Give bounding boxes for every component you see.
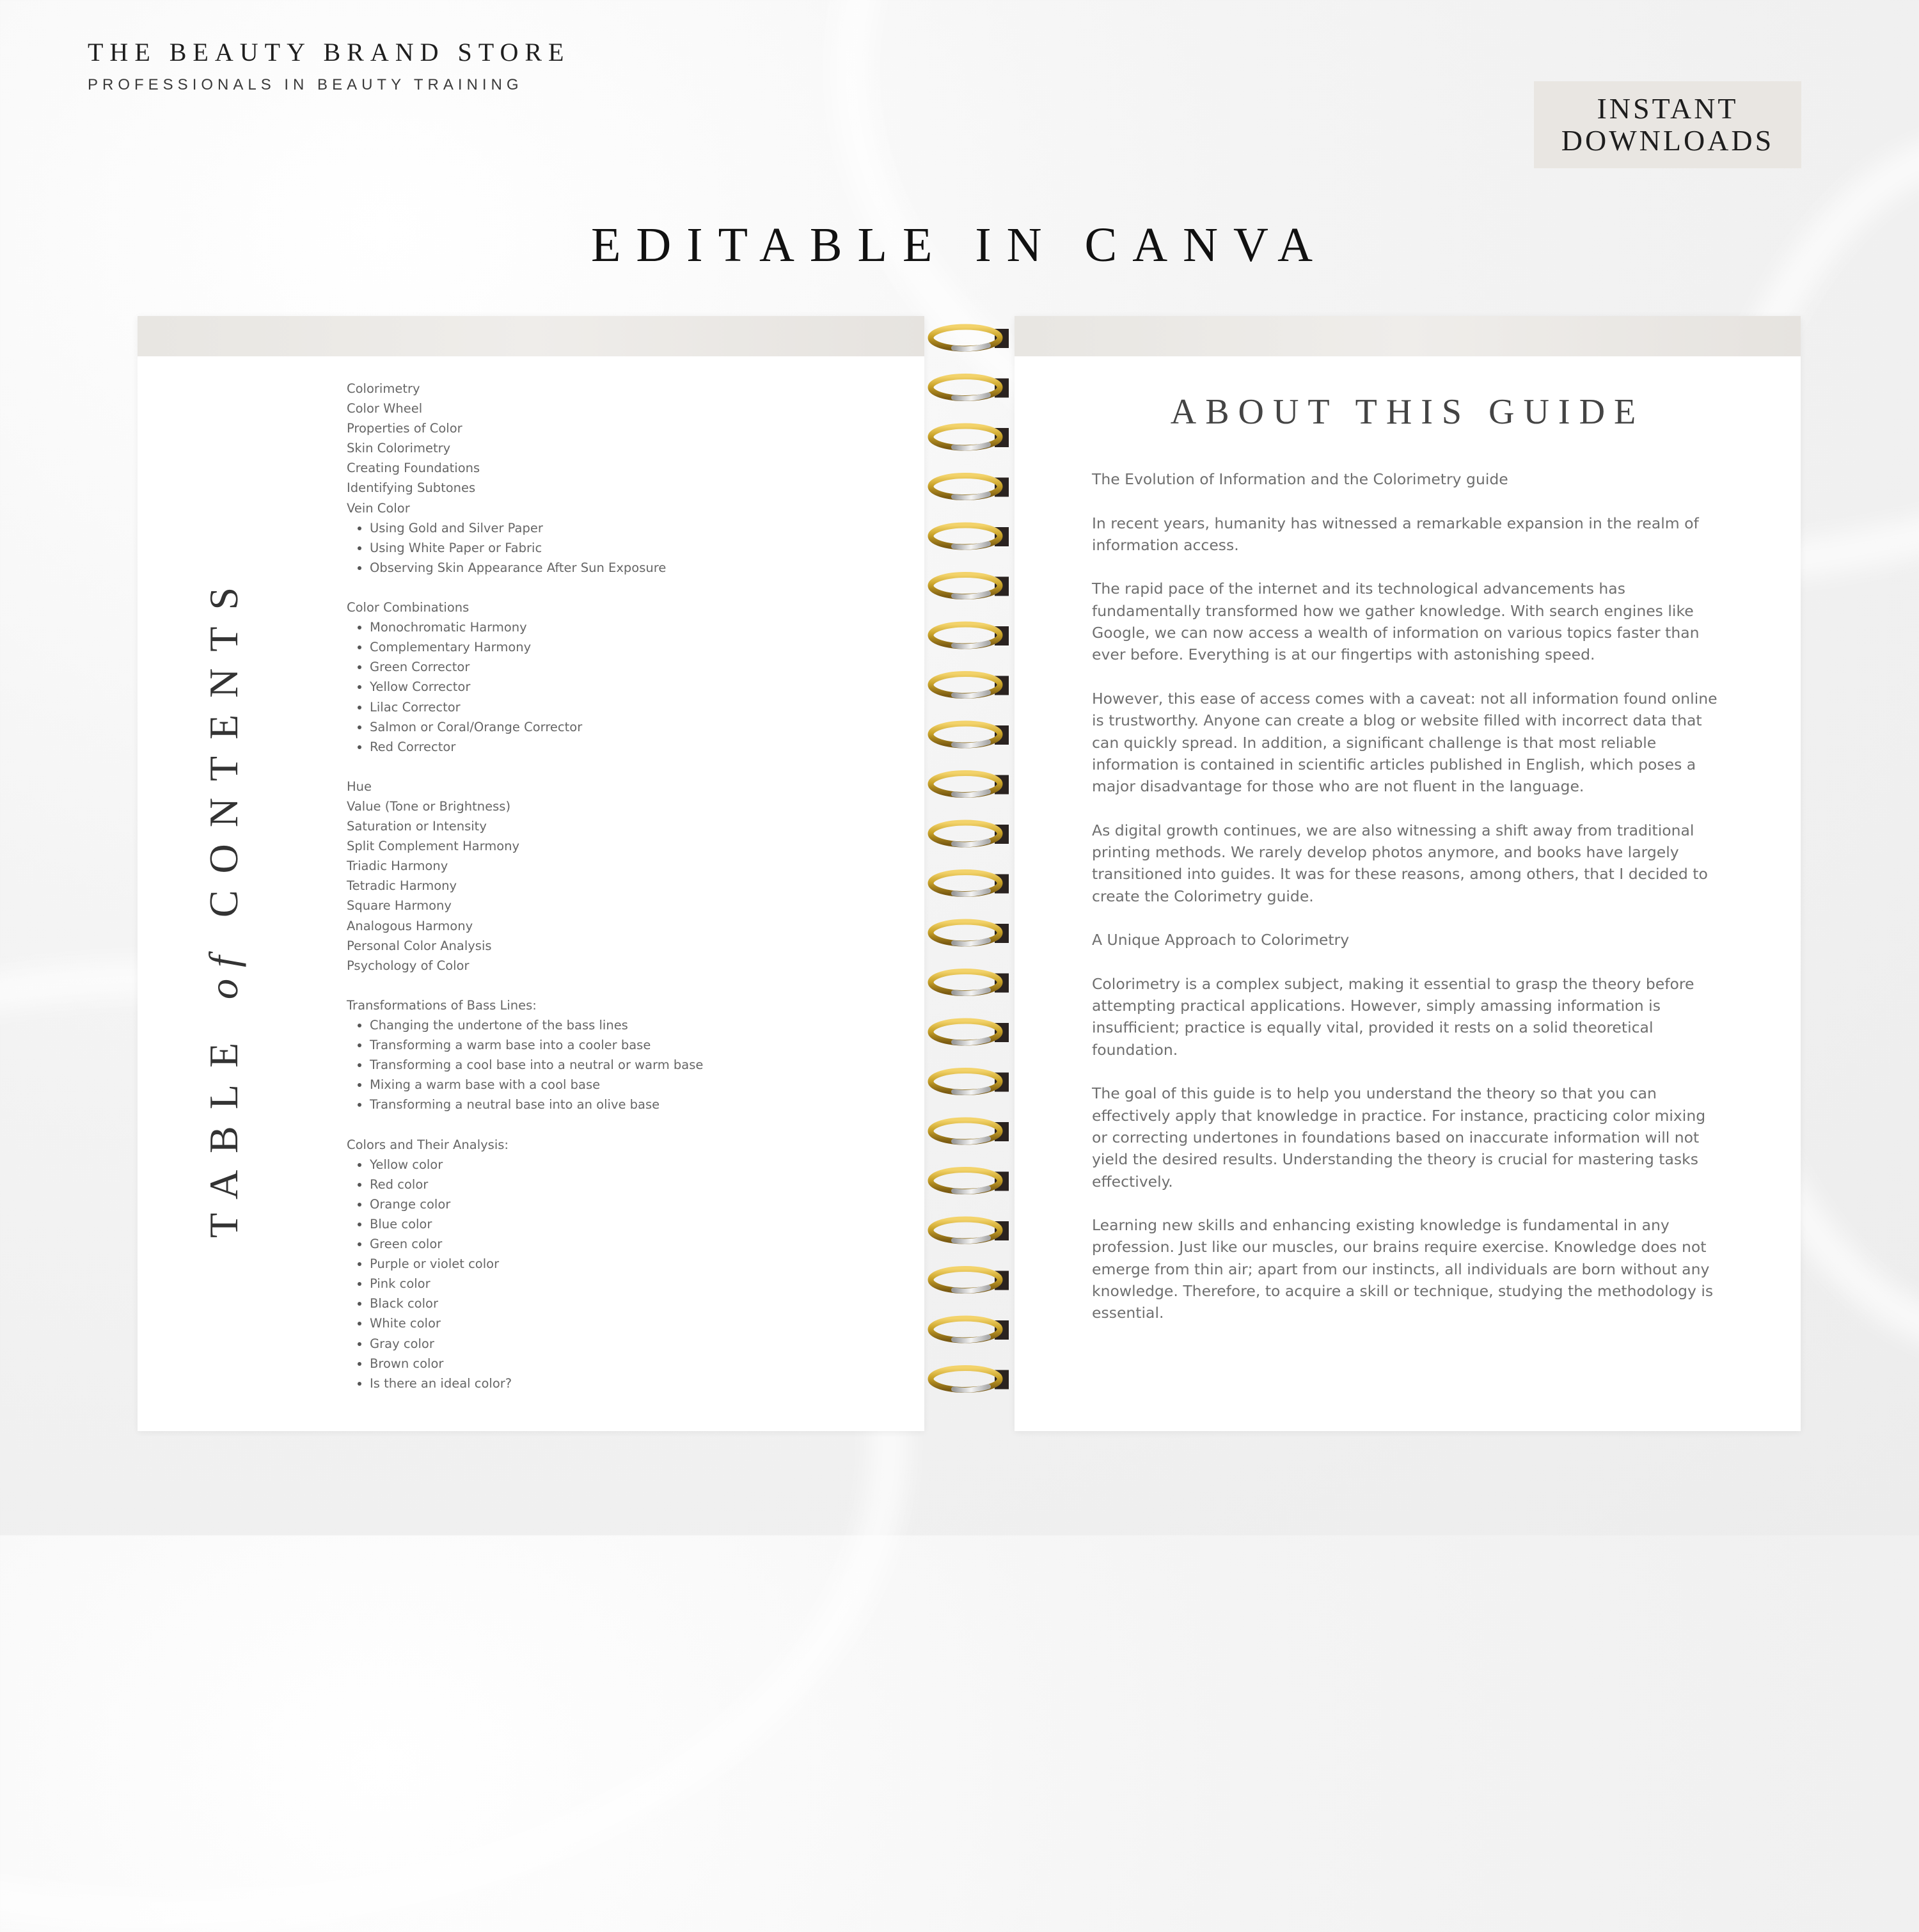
toc-title-italic: of: [201, 944, 246, 999]
spiral-ring: [931, 1170, 1009, 1192]
toc-spacer: [347, 578, 897, 598]
toc-item: Creating Foundations: [347, 461, 480, 476]
toc-subitem: Blue color: [347, 1214, 897, 1234]
about-paragraph: A Unique Approach to Colorimetry: [1092, 931, 1350, 949]
toc-subitem: Yellow Corrector: [347, 677, 897, 697]
spiral-ring: [931, 426, 1009, 448]
toc-item: Color Wheel: [347, 401, 423, 416]
spiral-ring: [931, 575, 1009, 597]
toc-subitem: Using Gold and Silver Paper: [347, 518, 897, 538]
about-paragraph: In recent years, humanity has witnessed a remarkable expansion in the realm of information access.: [1092, 514, 1699, 554]
toc-item: Split Complement Harmony: [347, 839, 520, 854]
headline: EDITABLE IN CANVA: [590, 218, 1328, 272]
toc-item: Hue: [347, 779, 372, 794]
toc-subitem: Is there an ideal color?: [347, 1374, 897, 1393]
toc-subitem: Lilac Corrector: [347, 697, 897, 717]
right-page-header-band: [1015, 316, 1801, 356]
toc-item: Personal Color Analysis: [347, 938, 492, 953]
spiral-ring: [931, 1269, 1009, 1291]
about-paragraph: Learning new skills and enhancing existing knowledge is fundamental in any profession. Just like our muscles, our brains require exercise. Knowledge does not emerge from thin air; apart from our instincts, all individuals are born without any knowledge. Therefore, to acquire a skill or technique, studying the methodology is essential.: [1092, 1216, 1714, 1322]
spiral-ring: [931, 773, 1009, 795]
toc-subitem: Monochromatic Harmony: [347, 617, 897, 637]
toc-item: Triadic Harmony: [347, 859, 448, 874]
toc-subitem: Observing Skin Appearance After Sun Exposure: [347, 558, 897, 578]
toc-subitem: Green Corrector: [347, 657, 897, 677]
brand-header: [88, 37, 570, 94]
toc-subitem: Brown color: [347, 1354, 897, 1374]
toc-subitem: White color: [347, 1313, 897, 1333]
spiral-ring: [931, 674, 1009, 696]
toc-spacer: [347, 757, 897, 777]
spiral-ring: [931, 1368, 1009, 1390]
toc-title-part1: TABLE: [201, 999, 246, 1238]
about-paragraph: As digital growth continues, we are also witnessing a shift away from traditional printing methods. We rarely develop photos anymore, and books have largely transitioned into guides. It was for these reasons, among others, that I decided to create the Colorimetry guide.: [1092, 821, 1708, 905]
spiral-ring: [931, 922, 1009, 944]
spiral-ring: [931, 525, 1009, 547]
spiral-ring: [931, 327, 1009, 349]
about-paragraph: The Evolution of Information and the Colorimetry guide: [1092, 470, 1508, 488]
brand-tagline: PROFESSIONALS IN BEAUTY TRAINING: [88, 76, 523, 93]
instant-downloads-badge: [1534, 81, 1801, 168]
toc-subitem: Salmon or Coral/Orange Corrector: [347, 717, 897, 737]
spiral-binding: [924, 316, 1015, 1431]
toc-item: Colors and Their Analysis:: [347, 1137, 509, 1152]
about-paragraph: The goal of this guide is to help you understand the theory so that you can effectively apply that knowledge in practice. For instance, practicing color mixing or correcting undertones in foundations based on inaccurate information will not yield the desired results. Understanding the theory is crucial for mastering tasks effectively.: [1092, 1084, 1706, 1191]
toc-item: Analogous Harmony: [347, 918, 473, 933]
spiral-ring: [931, 1021, 1009, 1043]
about-body: [1092, 468, 1725, 1346]
toc-subitem: Purple or violet color: [347, 1254, 897, 1274]
toc-list: [347, 379, 897, 1393]
about-title: ABOUT THIS GUIDE: [1170, 392, 1645, 432]
toc-item: Value (Tone or Brightness): [347, 798, 511, 814]
toc-item: Skin Colorimetry: [347, 441, 451, 456]
toc-item: Transformations of Bass Lines:: [347, 997, 537, 1013]
instant-downloads-text: INSTANT DOWNLOADS: [1561, 92, 1774, 157]
spiral-ring: [931, 1318, 1009, 1340]
toc-item: Color Combinations: [347, 600, 470, 615]
toc-subitem: Green color: [347, 1234, 897, 1254]
toc-subitem: Black color: [347, 1294, 897, 1313]
spiral-ring: [931, 1120, 1009, 1142]
toc-spacer: [347, 1114, 897, 1134]
spiral-ring: [931, 823, 1009, 844]
toc-item: Identifying Subtones: [347, 480, 476, 496]
spiral-ring: [931, 624, 1009, 646]
table-of-contents-title: [200, 571, 248, 1238]
toc-item: Square Harmony: [347, 898, 452, 914]
spiral-ring: [931, 377, 1009, 399]
toc-subitem: Transforming a cool base into a neutral or warm base: [347, 1055, 897, 1075]
toc-title-part2: CONTENTS: [201, 570, 246, 945]
brand-name: THE BEAUTY BRAND STORE: [88, 38, 571, 67]
spiral-ring: [931, 1219, 1009, 1241]
toc-item: Saturation or Intensity: [347, 819, 487, 834]
about-paragraph: The rapid pace of the internet and its technological advancements has fundamentally transformed how we gather knowledge. With search engines like Google, we can now access a wealth of information on various topics faster than ever before. Everything is at our fingertips with astonishing speed.: [1092, 580, 1700, 664]
left-page-header-band: [138, 316, 924, 356]
toc-subitem: Red color: [347, 1175, 897, 1194]
toc-subitem: Changing the undertone of the bass lines: [347, 1015, 897, 1035]
toc-subitem: Pink color: [347, 1274, 897, 1294]
spiral-ring: [931, 724, 1009, 745]
toc-subitem: Transforming a neutral base into an olive base: [347, 1095, 897, 1114]
toc-subitem: Mixing a warm base with a cool base: [347, 1075, 897, 1095]
toc-item: Colorimetry: [347, 381, 420, 396]
toc-item: Vein Color: [347, 500, 410, 516]
about-paragraph: Colorimetry is a complex subject, making it essential to grasp the theory before attempting practical applications. However, simply amassing information is insufficient; practice is equally vital, provided it rests on a solid theoretical foundation.: [1092, 974, 1694, 1059]
toc-subitem: Gray color: [347, 1334, 897, 1354]
toc-subitem: Yellow color: [347, 1155, 897, 1175]
toc-subitem: Complementary Harmony: [347, 637, 897, 657]
about-paragraph: However, this ease of access comes with a caveat: not all information found online is trustworthy. Anyone can create a blog or website filled with incorrect data that can quickly spread. In addition, a significant challenge is that most reliable information is contained in scientific articles published in English, which poses a major disadvantage for those who are not fluent in the language.: [1092, 689, 1718, 796]
toc-subitem: Using White Paper or Fabric: [347, 538, 897, 558]
toc-spacer: [347, 976, 897, 995]
toc-item: Tetradic Harmony: [347, 878, 457, 894]
spiral-ring: [931, 1071, 1009, 1093]
spiral-ring: [931, 873, 1009, 894]
spiral-ring: [931, 476, 1009, 498]
toc-subitem: Transforming a warm base into a cooler base: [347, 1035, 897, 1055]
toc-subitem: Orange color: [347, 1194, 897, 1214]
toc-item: Properties of Color: [347, 421, 462, 436]
toc-subitem: Red Corrector: [347, 737, 897, 757]
spiral-ring: [931, 972, 1009, 994]
toc-item: Psychology of Color: [347, 958, 470, 973]
